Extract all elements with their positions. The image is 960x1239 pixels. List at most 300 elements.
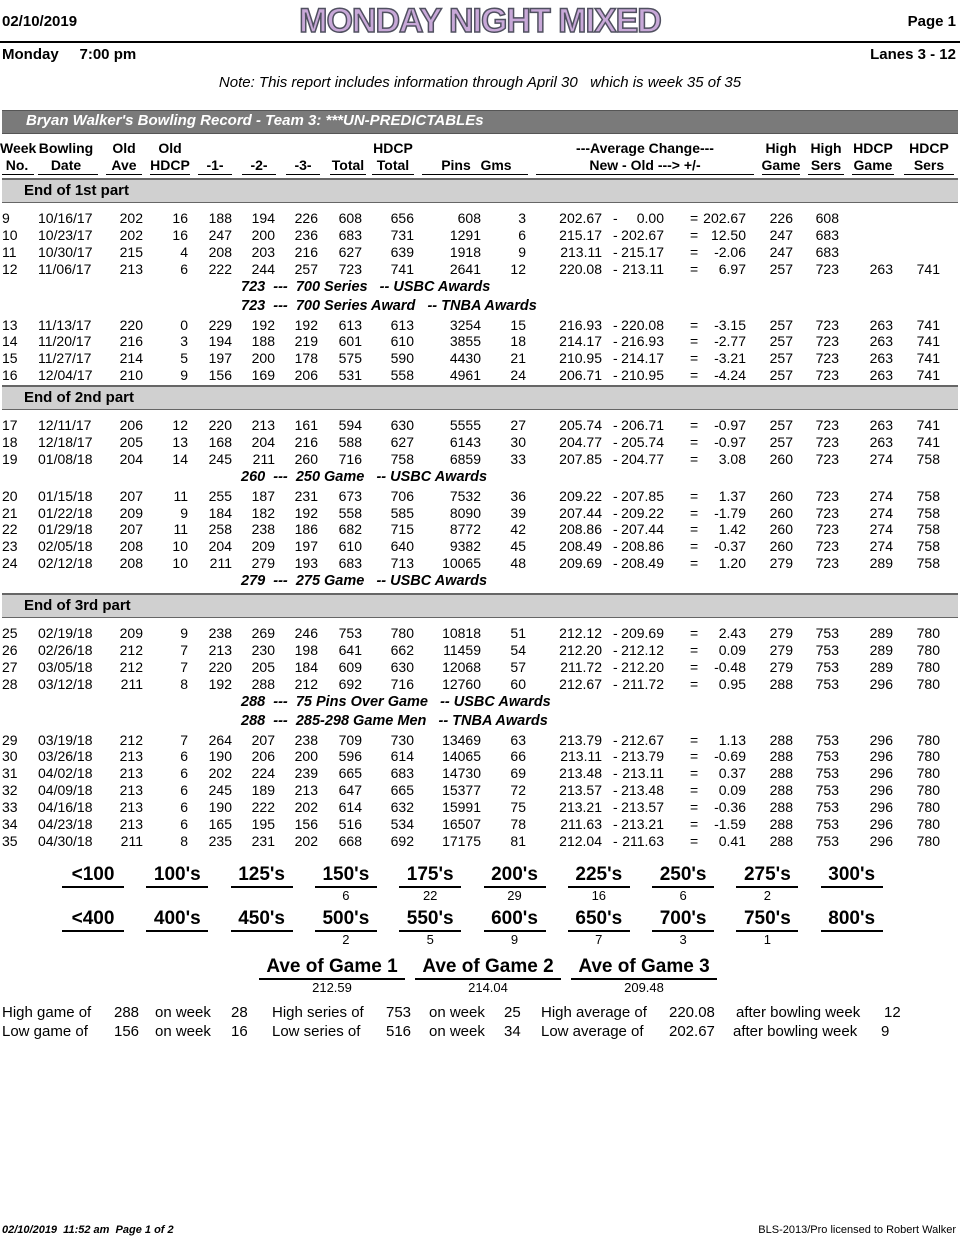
cell: 741 <box>916 434 940 450</box>
cell: 7 <box>180 659 188 675</box>
cell: 9 <box>180 367 188 383</box>
cell-separator: - <box>613 333 618 349</box>
cell: 168 <box>208 434 232 450</box>
award-line: 260 --- 250 Game -- USBC Awards <box>241 469 488 485</box>
cell: 260 <box>294 451 318 467</box>
cell: 279 <box>769 642 793 658</box>
cell: 18 <box>510 333 526 349</box>
cell: 213 <box>119 748 143 764</box>
cell: 216.93 <box>621 333 664 349</box>
cell: 614 <box>390 748 414 764</box>
cell: 202 <box>119 210 143 226</box>
high-average-stat: High average of 220.08 after bowling week 12 <box>541 1004 901 1021</box>
cell-separator: = <box>690 367 699 383</box>
cell: 3 <box>180 333 188 349</box>
bucket-label: 650's <box>568 908 630 932</box>
cell: 723 <box>815 333 839 349</box>
cell: 647 <box>338 782 362 798</box>
cell: 26 <box>2 642 18 658</box>
high-game-stat: High game of 288 on week 28 <box>2 1004 248 1021</box>
cell: 5555 <box>449 417 481 433</box>
cell: 247 <box>769 227 793 243</box>
cell: 01/29/18 <box>38 521 93 537</box>
bucket-count: 22 <box>422 888 438 903</box>
cell: 288 <box>251 676 275 692</box>
award-score: 723 <box>241 298 266 314</box>
bucket-count: 16 <box>591 888 607 903</box>
series-bucket <box>399 908 461 948</box>
cell: 220.08 <box>559 261 602 277</box>
cell: 296 <box>869 765 893 781</box>
bucket-label: <400 <box>62 908 124 932</box>
cell: 8 <box>180 676 188 692</box>
cell: 639 <box>390 244 414 260</box>
cell: 214.17 <box>559 333 602 349</box>
cell: 207.44 <box>621 521 664 537</box>
game-average-value: 212.59 <box>312 980 352 995</box>
cell: 204 <box>208 538 232 554</box>
cell: 6 <box>180 799 188 815</box>
cell: 14065 <box>442 748 481 764</box>
cell: 29 <box>2 732 18 748</box>
cell: 198 <box>294 642 318 658</box>
cell-separator: - <box>613 642 618 658</box>
cell: 683 <box>815 244 839 260</box>
cell-separator: - <box>613 210 618 226</box>
cell: 188 <box>251 333 275 349</box>
section-label: End of 2nd part <box>24 389 134 406</box>
cell: -0.97 <box>714 417 746 433</box>
game-bucket <box>62 864 124 888</box>
cell: 758 <box>916 488 940 504</box>
cell: 220 <box>208 417 232 433</box>
low-series-stat: Low series of 516 on week 34 <box>272 1023 521 1040</box>
cell: 263 <box>869 333 893 349</box>
cell: 692 <box>338 676 362 692</box>
cell-separator: - <box>613 244 618 260</box>
table-row <box>0 333 960 350</box>
game-bucket <box>231 864 293 888</box>
cell: -2.77 <box>714 333 746 349</box>
cell: 63 <box>510 732 526 748</box>
cell: 260 <box>769 538 793 554</box>
cell: 16507 <box>442 816 481 832</box>
cell: 194 <box>251 210 275 226</box>
cell: 753 <box>815 799 839 815</box>
cell-separator: - <box>613 488 618 504</box>
cell: 723 <box>815 434 839 450</box>
cell-separator: = <box>690 210 699 226</box>
cell: 204.77 <box>559 434 602 450</box>
col-hdcp-game: HDCP Game <box>853 140 893 173</box>
game-bucket <box>146 864 208 888</box>
cell: 238 <box>208 625 232 641</box>
cell: 213.48 <box>621 782 664 798</box>
cell: 22 <box>2 521 18 537</box>
cell: 156 <box>294 816 318 832</box>
cell-separator: = <box>690 317 699 333</box>
cell: -1.79 <box>714 505 746 521</box>
cell-separator: = <box>690 261 699 277</box>
cell: 69 <box>510 765 526 781</box>
cell: 230 <box>251 642 275 658</box>
award-score: 288 <box>241 694 266 710</box>
cell: 558 <box>390 367 414 383</box>
award-name: 250 Game <box>295 469 365 485</box>
low-average-stat: Low average of 202.67 after bowling week 9 <box>541 1023 890 1040</box>
cell: 6143 <box>449 434 481 450</box>
cell: 207.44 <box>559 505 602 521</box>
cell: 188 <box>208 210 232 226</box>
cell: 590 <box>390 350 414 366</box>
cell-separator: - <box>613 451 618 467</box>
cell: 758 <box>916 538 940 554</box>
cell: 723 <box>815 521 839 537</box>
series-bucket <box>315 908 377 948</box>
cell: 257 <box>769 367 793 383</box>
bucket-label: 150's <box>315 864 377 888</box>
bucket-label: 225's <box>568 864 630 888</box>
cell: 640 <box>390 538 414 554</box>
col-hdcp-sers: HDCP Sers <box>909 140 949 173</box>
cell: 288 <box>769 676 793 692</box>
cell: 12/18/17 <box>38 434 93 450</box>
cell: 758 <box>916 451 940 467</box>
cell: 212.67 <box>559 676 602 692</box>
cell: 8 <box>180 833 188 849</box>
cell: 257 <box>769 350 793 366</box>
bucket-label: 600's <box>484 908 546 932</box>
col-total: Total <box>331 157 365 173</box>
footer-license: BLS-2013/Pro licensed to Robert Walker <box>758 1224 956 1236</box>
cell: 0.41 <box>718 833 746 849</box>
col-old-ave: Old Ave <box>111 140 137 173</box>
cell-separator: - <box>613 555 618 571</box>
cell: 741 <box>916 333 940 349</box>
section-header <box>2 178 958 203</box>
series-bucket <box>484 908 546 948</box>
cell: 21 <box>2 505 18 521</box>
cell: 189 <box>251 782 275 798</box>
cell: 17175 <box>442 833 481 849</box>
cell: 288 <box>769 732 793 748</box>
award-score: 288 <box>241 713 266 729</box>
table-row <box>0 521 960 538</box>
cell-separator: = <box>690 451 699 467</box>
cell: 264 <box>208 732 232 748</box>
cell: 0.09 <box>718 782 746 798</box>
cell: 263 <box>869 261 893 277</box>
cell: 33 <box>2 799 18 815</box>
cell: 723 <box>815 367 839 383</box>
cell: 3.08 <box>718 451 746 467</box>
report-date: 02/10/2019 <box>2 13 78 30</box>
cell: 257 <box>769 317 793 333</box>
col-average-change: ---Average Change--- New - Old ---> +/- <box>576 140 714 173</box>
cell-separator: = <box>690 732 699 748</box>
cell: 205 <box>119 434 143 450</box>
cell: 39 <box>510 505 526 521</box>
cell: 13 <box>172 434 188 450</box>
col-game-3: -3- <box>294 157 312 173</box>
cell: 27 <box>510 417 526 433</box>
cell: 212 <box>119 732 143 748</box>
cell: 255 <box>208 488 232 504</box>
cell: 75 <box>510 799 526 815</box>
table-row <box>0 625 960 642</box>
cell-separator: - <box>613 350 618 366</box>
section-label: End of 3rd part <box>24 597 131 614</box>
cell: 753 <box>815 642 839 658</box>
cell: 204 <box>251 434 275 450</box>
cell-separator: = <box>690 555 699 571</box>
low-game-stat: Low game of 156 on week 16 <box>2 1023 248 1040</box>
cell: 780 <box>916 765 940 781</box>
cell: 210.95 <box>621 367 664 383</box>
cell: 02/19/18 <box>38 625 93 641</box>
cell-separator: = <box>690 227 699 243</box>
cell: 263 <box>869 350 893 366</box>
cell: 8090 <box>449 505 481 521</box>
cell: 9 <box>2 210 10 226</box>
cell: 213.11 <box>560 748 602 764</box>
cell: 288 <box>769 833 793 849</box>
bucket-count: 7 <box>595 932 603 947</box>
cell: 02/05/18 <box>38 538 93 554</box>
cell: 36 <box>510 488 526 504</box>
award-name: 285-298 Game Men <box>295 713 427 729</box>
cell: 683 <box>338 555 362 571</box>
cell-separator: = <box>690 244 699 260</box>
cell: 730 <box>390 732 414 748</box>
cell-separator: = <box>690 642 699 658</box>
award-score: 279 <box>241 573 266 589</box>
bucket-count: 29 <box>507 888 522 903</box>
cell: 288 <box>769 816 793 832</box>
cell: 723 <box>815 317 839 333</box>
cell: 178 <box>294 350 318 366</box>
series-bucket <box>736 908 798 948</box>
cell: 57 <box>510 659 526 675</box>
cell: 182 <box>251 505 275 521</box>
cell: 780 <box>390 625 414 641</box>
cell: 213 <box>119 816 143 832</box>
cell: 673 <box>338 488 362 504</box>
bucket-label: 275's <box>736 864 798 888</box>
cell: 780 <box>916 782 940 798</box>
cell: 723 <box>815 555 839 571</box>
cell: 723 <box>815 451 839 467</box>
cell-separator: - <box>613 367 618 383</box>
bucket-count: 9 <box>510 932 519 947</box>
cell: 213.11 <box>622 765 664 781</box>
cell: 213 <box>119 799 143 815</box>
game-bucket <box>821 864 883 888</box>
cell: 279 <box>769 555 793 571</box>
cell: 723 <box>815 505 839 521</box>
cell: 184 <box>294 659 318 675</box>
cell: 0 <box>180 317 188 333</box>
cell: 6 <box>518 227 526 243</box>
cell: 780 <box>916 642 940 658</box>
cell: 263 <box>869 417 893 433</box>
cell: 753 <box>815 782 839 798</box>
cell: 208.86 <box>621 538 664 554</box>
table-row <box>0 350 960 367</box>
cell: 11/06/17 <box>38 261 92 277</box>
cell: 207.85 <box>559 451 602 467</box>
cell: 238 <box>294 732 318 748</box>
cell: 608 <box>338 210 362 226</box>
table-row <box>0 244 960 261</box>
cell: 741 <box>390 261 414 277</box>
cell: 03/19/18 <box>38 732 93 748</box>
cell: 207.85 <box>621 488 664 504</box>
cell: 12 <box>510 261 526 277</box>
cell: 0.00 <box>636 210 664 226</box>
cell: 257 <box>769 434 793 450</box>
cell-separator: = <box>690 625 699 641</box>
cell: 213.21 <box>559 799 602 815</box>
cell: 01/08/18 <box>38 451 93 467</box>
high-series-stat: High series of 753 on week 25 <box>272 1004 521 1021</box>
cell: 202.67 <box>703 210 746 226</box>
cell-separator: - <box>613 816 618 832</box>
cell: 215.17 <box>559 227 602 243</box>
table-row <box>0 732 960 749</box>
cell: 713 <box>390 555 414 571</box>
cell: 211.63 <box>560 816 602 832</box>
cell: 741 <box>916 261 940 277</box>
cell-separator: = <box>690 676 699 692</box>
cell: 260 <box>769 521 793 537</box>
cell: 683 <box>338 227 362 243</box>
cell: 2641 <box>449 261 481 277</box>
bucket-label: <100 <box>62 864 124 888</box>
cell: 202 <box>294 833 318 849</box>
cell: -2.06 <box>714 244 746 260</box>
cell: 6.97 <box>718 261 746 277</box>
game-bucket <box>568 864 630 904</box>
series-bucket <box>652 908 714 948</box>
cell: 216 <box>119 333 143 349</box>
cell-separator: = <box>690 765 699 781</box>
cell: 753 <box>815 625 839 641</box>
cell: -3.15 <box>714 317 746 333</box>
cell: 516 <box>338 816 362 832</box>
cell-separator: - <box>613 434 618 450</box>
cell: 66 <box>510 748 526 764</box>
cell: 209 <box>119 625 143 641</box>
cell: 194 <box>208 333 232 349</box>
cell-separator: - <box>613 748 618 764</box>
cell: 214 <box>119 350 143 366</box>
award-score: 723 <box>241 279 266 295</box>
cell: 683 <box>815 227 839 243</box>
cell: 1918 <box>449 244 481 260</box>
cell: 13 <box>2 317 18 333</box>
cell: 12068 <box>442 659 481 675</box>
cell-separator: - <box>613 782 618 798</box>
award-line: 288 --- 285-298 Game Men -- TNBA Awards <box>241 713 548 729</box>
cell: 213.57 <box>559 782 602 798</box>
cell: 215 <box>119 244 143 260</box>
award-org: -- USBC Awards <box>376 469 488 485</box>
cell: 668 <box>338 833 362 849</box>
cell-separator: = <box>690 333 699 349</box>
cell: 758 <box>916 555 940 571</box>
game-bucket <box>315 864 377 904</box>
cell: 209.69 <box>621 625 664 641</box>
series-bucket <box>146 908 208 932</box>
cell: 12.50 <box>710 227 746 243</box>
cell: 226 <box>769 210 793 226</box>
cell: -4.24 <box>714 367 746 383</box>
cell: 715 <box>390 521 414 537</box>
section-header <box>2 593 958 618</box>
cell: 04/23/18 <box>38 816 93 832</box>
bucket-count: 5 <box>426 932 434 947</box>
cell-separator: = <box>690 350 699 366</box>
cell: 4430 <box>449 350 481 366</box>
cell: 192 <box>251 317 275 333</box>
bucket-label: 800's <box>821 908 883 932</box>
cell: 210 <box>119 367 143 383</box>
cell: 1.13 <box>718 732 746 748</box>
cell: 12 <box>2 261 18 277</box>
cell: 169 <box>251 367 275 383</box>
cell: 03/05/18 <box>38 659 93 675</box>
cell: 215.17 <box>621 244 664 260</box>
cell: 245 <box>208 782 232 798</box>
cell: 165 <box>208 816 232 832</box>
cell: 34 <box>2 816 18 832</box>
cell: 274 <box>869 488 893 504</box>
game-average-value: 209.48 <box>624 980 664 995</box>
cell: 257 <box>769 261 793 277</box>
cell: 10/23/17 <box>38 227 93 243</box>
cell: 78 <box>510 816 526 832</box>
cell: 15 <box>510 317 526 333</box>
cell: 206 <box>119 417 143 433</box>
cell: -0.48 <box>714 659 746 675</box>
footer-timestamp: 02/10/2019 11:52 am Page 1 of 2 <box>2 1224 174 1236</box>
cell: 212.67 <box>621 732 664 748</box>
cell: 10 <box>172 555 188 571</box>
cell: 192 <box>294 317 318 333</box>
cell-separator: - <box>613 317 618 333</box>
cell: 184 <box>208 505 232 521</box>
award-org: -- TNBA Awards <box>438 713 548 729</box>
cell: 213.48 <box>559 765 602 781</box>
cell: 753 <box>815 676 839 692</box>
cell: 656 <box>390 210 414 226</box>
cell: 200 <box>294 748 318 764</box>
bucket-label: 100's <box>146 864 208 888</box>
cell: 723 <box>815 488 839 504</box>
cell: 161 <box>294 417 318 433</box>
cell: 213.11 <box>560 244 602 260</box>
cell: 16 <box>172 210 188 226</box>
cell: 208.49 <box>621 555 664 571</box>
cell: 03/12/18 <box>38 676 93 692</box>
cell: 209 <box>251 538 275 554</box>
cell: 9382 <box>449 538 481 554</box>
cell: 585 <box>390 505 414 521</box>
cell: 257 <box>769 333 793 349</box>
cell: 212.12 <box>559 625 602 641</box>
cell: 274 <box>869 451 893 467</box>
